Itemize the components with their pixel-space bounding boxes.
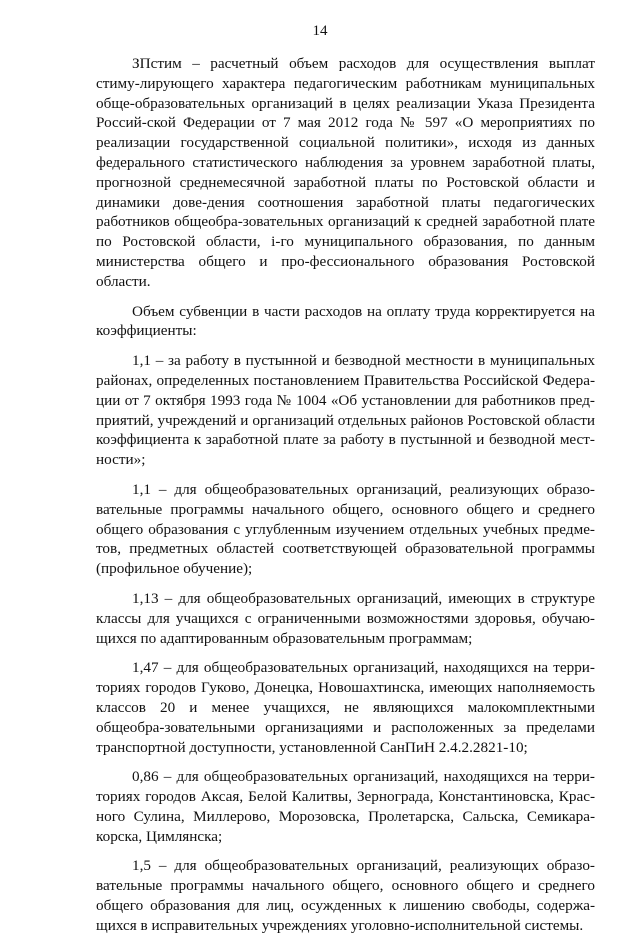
paragraph-coefficients-intro: Объем субвенции в части расходов на оплату труда корректируется на коэффициенты: [96,302,595,340]
paragraph-coefficient-cities: 0,86 – для общеобразовательных организаций, находящихся на терри-ториях городов Аксая, Белой Калитвы, Зернограда, Константиновска, Крас-ного Сулина, Миллерово, Морозовска, Пролетарска, Сальска, Семикара-корска, Цимлянска; [96,768,595,845]
paragraph-coefficient-small-classes: 1,47 – для общеобразовательных организаций, находящихся на терри-ториях городов Гуково, Донецка, Новошахтинска, имеющих наполняемость классов 20 и менее учащихся, не являющихся малокомплектными общеобра-зовательными организациями и расположенных за пределами транспортной доступности, установленной СанПиН 2.4.2.2821-10; [96,659,595,756]
page-number: 14 [312,23,328,39]
paragraph-coefficient-desert: 1,1 – за работу в пустынной и безводной местности в муниципальных районах, определенных постановлением Правительства Российской Федера-ции от 7 октября 1993 года № 1004 «Об установлении для работников пред-приятий, учреждений и организаций отдельных районов Ростовской области коэффициента к заработной плате за работу в пустынной и безводной мест-ности»; [96,352,595,469]
paragraph-coefficient-special-needs: 1,13 – для общеобразовательных организаций, имеющих в структуре классы для учащихся с ограниченными возможностями здоровья, обучаю-щихся по адаптированным образовательным программам; [96,589,595,647]
document-body [96,54,595,936]
paragraph-zpstim-definition: ЗПстим – расчетный объем расходов для осуществления выплат стиму-лирующего характера педагогическим работникам муниципальных обще-образовательных организаций в целях реализации Указа Президента Россий-ской Федерации от 7 мая 2012 года № 597 «О мероприятиях по реализации государственной социальной политики», исходя из данных федерального статистического наблюдения за уровнем заработной платы, прогнозной среднемесячной заработной платы по Ростовской области и динамики дове-дения соотношения заработной платы педагогических работников общеобра-зовательных организаций к средней заработной плате по Ростовской области, i-го муниципального образования, по данным министерства общего и про-фессионального образования Ростовской области. [96,55,595,290]
paragraph-coefficient-corrections: 1,5 – для общеобразовательных организаций, реализующих образо-вательные программы начального общего, основного общего и среднего общего образования для лиц, осужденных к лишению свободы, содержа-щихся в исправительных учреждениях уголовно-исполнительной системы. [96,857,595,934]
paragraph-coefficient-profile-education: 1,1 – для общеобразовательных организаций, реализующих образо-вательные программы начального общего, основного общего и среднего общего образования с углубленным изучением отдельных учебных предме-тов, предметных областей соответствующей образовательной программы (профильное обучение); [96,480,595,578]
